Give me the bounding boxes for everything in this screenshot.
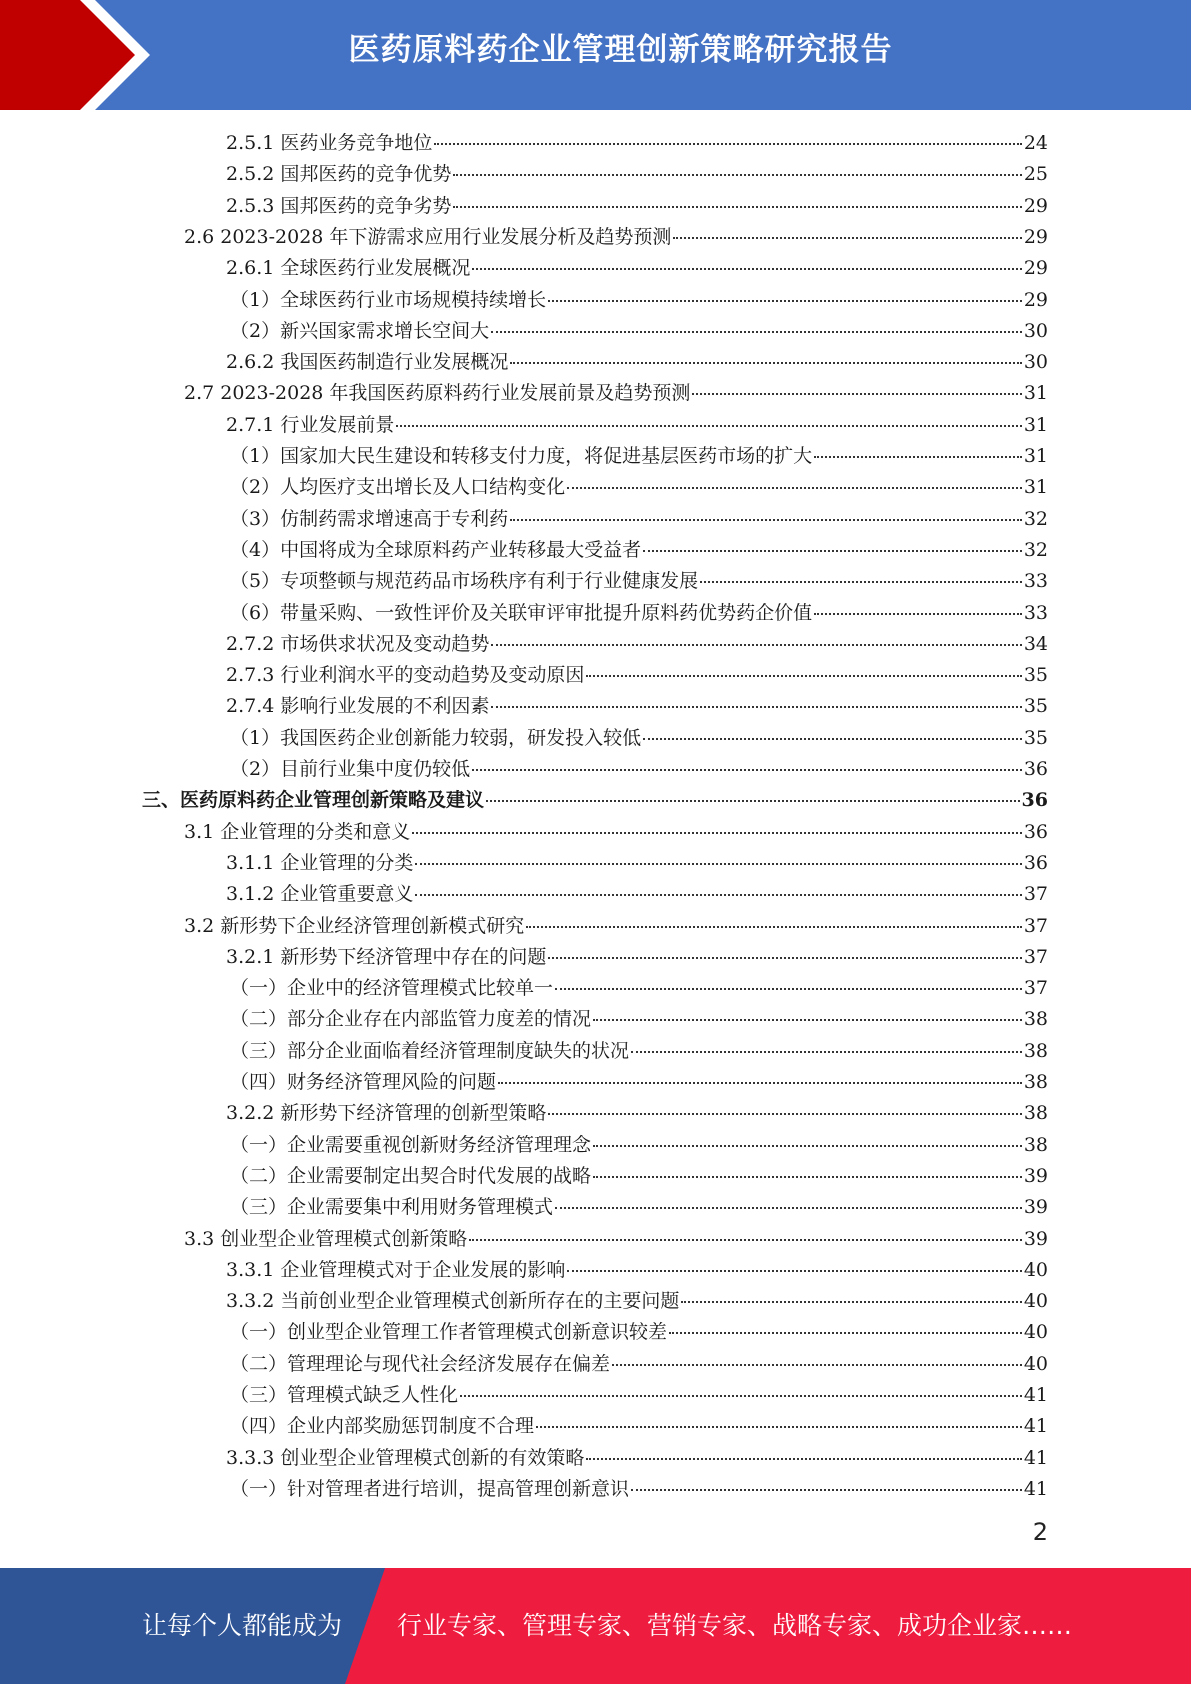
toc-entry[interactable] — [226, 128, 1048, 159]
toc-entry[interactable] — [230, 754, 1048, 785]
toc-entry[interactable] — [184, 222, 1048, 253]
toc-entry[interactable] — [230, 1161, 1048, 1192]
toc-dot-leader — [498, 1082, 1022, 1084]
toc-entry[interactable] — [230, 1380, 1048, 1411]
toc-entry[interactable] — [226, 629, 1048, 660]
toc-entry-page: 36 — [1023, 820, 1048, 843]
footer-slogan-right: 行业专家、管理专家、营销专家、战略专家、成功企业家…… — [397, 1611, 1073, 1640]
toc-dot-leader — [453, 206, 1021, 208]
toc-entry-page: 25 — [1023, 163, 1048, 186]
toc-entry-title: （四）企业内部奖励惩罚制度不合理 — [230, 1415, 535, 1438]
toc-entry-page: 40 — [1023, 1321, 1048, 1344]
toc-entry[interactable] — [142, 785, 1048, 816]
toc-entry[interactable] — [230, 504, 1048, 535]
toc-entry-title: 3.3 创业型企业管理模式创新策略 — [184, 1227, 468, 1250]
toc-entry-page: 24 — [1023, 132, 1048, 154]
toc-entry-page: 33 — [1023, 570, 1048, 593]
toc-dot-leader — [814, 456, 1022, 458]
toc-entry-title: 2.7.1 行业发展前景 — [226, 413, 395, 436]
toc-dot-leader — [491, 331, 1022, 333]
toc-dot-leader — [814, 613, 1022, 615]
toc-entry-title: （3）仿制药需求增速高于专利药 — [230, 507, 509, 530]
toc-entry-title: 2.5.2 国邦医药的竞争优势 — [226, 163, 452, 186]
toc-entry-page: 36 — [1023, 758, 1048, 780]
toc-entry-title: （一）企业中的经济管理模式比较单一 — [230, 977, 554, 1000]
toc-entry[interactable] — [230, 316, 1048, 347]
toc-entry-page: 29 — [1023, 288, 1048, 311]
toc-dot-leader — [631, 1489, 1022, 1491]
toc-entry-page: 30 — [1023, 319, 1048, 342]
toc-dot-leader — [412, 832, 1022, 834]
toc-entry-page: 40 — [1023, 1258, 1048, 1281]
toc-entry-title: （2）新兴国家需求增长空间大 — [230, 319, 490, 342]
toc-entry-title: 三、医药原料药企业管理创新策略及建议 — [142, 789, 485, 812]
toc-entry-page: 36 — [1021, 789, 1048, 812]
toc-entry-title: 3.3.2 当前创业型企业管理模式创新所存在的主要问题 — [226, 1290, 680, 1313]
toc-entry-title: （三）管理模式缺乏人性化 — [230, 1384, 459, 1406]
toc-dot-leader — [472, 769, 1022, 771]
toc-entry-page: 29 — [1023, 225, 1048, 248]
toc-dot-leader — [593, 1145, 1022, 1147]
toc-entry-page: 41 — [1023, 1384, 1048, 1406]
toc-entry-title: 3.2 新形势下企业经济管理创新模式研究 — [184, 914, 525, 937]
toc-dot-leader — [669, 1332, 1022, 1334]
toc-entry[interactable] — [226, 1443, 1048, 1474]
toc-dot-leader — [700, 581, 1022, 583]
toc-entry[interactable] — [226, 879, 1048, 910]
toc-entry-title: （2）人均医疗支出增长及人口结构变化 — [230, 476, 566, 499]
toc-entry-page: 29 — [1023, 257, 1048, 280]
toc-dot-leader — [486, 800, 1020, 802]
toc-dot-leader — [567, 1270, 1021, 1272]
toc-entry[interactable] — [226, 347, 1048, 378]
toc-entry-title: （一）企业需要重视创新财务经济管理理念 — [230, 1133, 592, 1156]
toc-dot-leader — [548, 957, 1021, 959]
toc-dot-leader — [396, 425, 1021, 427]
toc-entry[interactable] — [226, 1255, 1048, 1286]
toc-dot-leader — [681, 1301, 1021, 1303]
toc-entry-page: 31 — [1023, 413, 1048, 436]
toc-entry-page: 33 — [1023, 601, 1048, 624]
toc-entry[interactable] — [226, 942, 1048, 973]
toc-dot-leader — [472, 268, 1021, 270]
toc-entry-title: 3.2.1 新形势下经济管理中存在的问题 — [226, 945, 547, 968]
toc-entry-title: （1）我国医药企业创新能力较弱，研发投入较低 — [230, 726, 642, 749]
toc-entry[interactable] — [230, 1192, 1048, 1223]
toc-entry-page: 39 — [1023, 1164, 1048, 1187]
toc-entry-title: 3.2.2 新形势下经济管理的创新型策略 — [226, 1102, 547, 1125]
toc-dot-leader — [548, 1113, 1021, 1115]
toc-dot-leader — [510, 519, 1022, 521]
toc-entry-page: 30 — [1023, 351, 1048, 374]
toc-entry-page: 37 — [1023, 945, 1048, 968]
toc-dot-leader — [567, 487, 1022, 489]
toc-dot-leader — [526, 926, 1022, 928]
toc-entry[interactable] — [226, 191, 1048, 222]
toc-entry[interactable] — [226, 691, 1048, 722]
toc-dot-leader — [510, 362, 1021, 364]
toc-dot-leader — [434, 143, 1021, 145]
toc-entry-title: （四）财务经济管理风险的问题 — [230, 1071, 497, 1093]
toc-entry-page: 41 — [1023, 1446, 1048, 1469]
toc-entry[interactable] — [226, 253, 1048, 284]
toc-dot-leader — [586, 1458, 1021, 1460]
toc-entry[interactable] — [184, 911, 1048, 942]
toc-dot-leader — [631, 1051, 1022, 1053]
toc-dot-leader — [415, 863, 1021, 865]
toc-entry-page: 41 — [1023, 1477, 1048, 1500]
toc-entry-title: 2.7.3 行业利润水平的变动趋势及变动原因 — [226, 664, 585, 687]
toc-entry[interactable] — [226, 1098, 1048, 1129]
toc-entry-page: 32 — [1023, 507, 1048, 530]
toc-dot-leader — [453, 174, 1021, 176]
toc-entry-title: （二）企业需要制定出契合时代发展的战略 — [230, 1164, 592, 1187]
toc-dot-leader — [593, 1176, 1022, 1178]
toc-entry-page: 35 — [1023, 695, 1048, 718]
toc-dot-leader — [460, 1395, 1022, 1397]
toc-entry-page: 37 — [1023, 883, 1048, 906]
toc-entry[interactable] — [184, 378, 1048, 409]
toc-entry[interactable] — [230, 472, 1048, 503]
toc-entry-page: 38 — [1023, 1133, 1048, 1156]
toc-entry-title: （二）管理理论与现代社会经济发展存在偏差 — [230, 1352, 611, 1375]
toc-entry[interactable] — [230, 1004, 1048, 1035]
toc-entry-page: 31 — [1023, 445, 1048, 467]
toc-entry-page: 39 — [1023, 1196, 1048, 1219]
toc-dot-leader — [593, 1019, 1022, 1021]
toc-entry-title: 3.1 企业管理的分类和意义 — [184, 820, 411, 843]
toc-entry-page: 31 — [1023, 382, 1048, 405]
toc-entry[interactable] — [230, 1411, 1048, 1442]
toc-entry[interactable] — [230, 1349, 1048, 1380]
toc-entry[interactable] — [230, 566, 1048, 597]
toc-entry[interactable] — [230, 723, 1048, 754]
toc-entry-page: 32 — [1023, 538, 1048, 561]
toc-entry-title: 2.7 2023-2028 年我国医药原料药行业发展前景及趋势预测 — [184, 382, 691, 405]
toc-entry-title: 3.1.2 企业管重要意义 — [226, 883, 414, 906]
toc-entry-title: （1）国家加大民生建设和转移支付力度，将促进基层医药市场的扩大 — [230, 445, 813, 467]
toc-entry-title: （三）企业需要集中利用财务管理模式 — [230, 1196, 554, 1219]
toc-dot-leader — [673, 237, 1021, 239]
toc-entry-page: 39 — [1023, 1227, 1048, 1250]
toc-entry-title: 2.7.4 影响行业发展的不利因素 — [226, 695, 490, 718]
toc-entry-page: 41 — [1023, 1415, 1048, 1438]
toc-entry-title: 2.6.2 我国医药制造行业发展概况 — [226, 351, 509, 374]
toc-entry-title: 3.3.1 企业管理模式对于企业发展的影响 — [226, 1258, 566, 1281]
toc-entry[interactable] — [226, 159, 1048, 190]
toc-entry-title: （三）部分企业面临着经济管理制度缺失的状况 — [230, 1039, 630, 1062]
page-number: 2 — [1032, 1518, 1048, 1546]
toc-entry[interactable] — [226, 410, 1048, 441]
toc-dot-leader — [586, 675, 1021, 677]
toc-dot-leader — [491, 644, 1021, 646]
toc-entry[interactable] — [230, 1130, 1048, 1161]
toc-entry-title: 2.6.1 全球医药行业发展概况 — [226, 257, 471, 280]
toc-entry-page: 36 — [1023, 851, 1048, 874]
toc-entry-title: （5）专项整顿与规范药品市场秩序有利于行业健康发展 — [230, 570, 699, 593]
toc-entry-page: 40 — [1023, 1290, 1048, 1313]
toc-entry-title: （1）全球医药行业市场规模持续增长 — [230, 288, 547, 311]
toc-entry-title: （一）创业型企业管理工作者管理模式创新意识较差 — [230, 1321, 668, 1344]
toc-entry-title: 2.7.2 市场供求状况及变动趋势 — [226, 632, 490, 655]
toc-entry-page: 31 — [1023, 476, 1048, 499]
toc-entry-title: 3.1.1 企业管理的分类 — [226, 851, 414, 874]
toc-dot-leader — [643, 738, 1022, 740]
toc-entry-page: 35 — [1023, 726, 1048, 749]
report-title: 医药原料药企业管理创新策略研究报告 — [348, 32, 893, 68]
toc-entry[interactable] — [230, 973, 1048, 1004]
toc-entry-title: （4）中国将成为全球原料药产业转移最大受益者 — [230, 538, 642, 561]
toc-dot-leader — [536, 1426, 1022, 1428]
toc-dot-leader — [491, 706, 1021, 708]
toc-entry[interactable] — [184, 1224, 1048, 1255]
toc-entry[interactable] — [230, 1067, 1048, 1098]
toc-entry[interactable] — [230, 441, 1048, 472]
toc-entry-title: 2.5.3 国邦医药的竞争劣势 — [226, 194, 452, 217]
toc-dot-leader — [555, 988, 1022, 990]
page-footer — [0, 1568, 1191, 1684]
toc-dot-leader — [548, 300, 1022, 302]
toc-entry[interactable] — [230, 1474, 1048, 1505]
toc-entry-page: 37 — [1023, 914, 1048, 937]
toc-entry[interactable] — [230, 1036, 1048, 1067]
footer-slogan-left: 让每个人都能成为 — [142, 1611, 343, 1640]
toc-entry-page: 34 — [1023, 632, 1048, 655]
toc-entry-page: 38 — [1023, 1102, 1048, 1125]
toc-dot-leader — [643, 550, 1022, 552]
toc-entry[interactable] — [226, 848, 1048, 879]
toc-entry-page: 37 — [1023, 977, 1048, 1000]
toc-dot-leader — [415, 894, 1021, 896]
toc-entry[interactable] — [230, 535, 1048, 566]
toc-dot-leader — [469, 1239, 1022, 1241]
toc-entry-page: 38 — [1023, 1039, 1048, 1062]
page-header — [0, 0, 1191, 110]
toc-entry[interactable] — [230, 598, 1048, 629]
toc-entry-title: 3.3.3 创业型企业管理模式创新的有效策略 — [226, 1446, 585, 1469]
toc-entry-page: 29 — [1023, 194, 1048, 217]
toc-entry-page: 38 — [1023, 1071, 1048, 1093]
toc-entry-title: 2.6 2023-2028 年下游需求应用行业发展分析及趋势预测 — [184, 225, 672, 248]
toc-dot-leader — [555, 1207, 1022, 1209]
toc-dot-leader — [612, 1364, 1022, 1366]
toc-entry-title: （6）带量采购、一致性评价及关联审评审批提升原料药优势药企价值 — [230, 601, 813, 624]
toc-entry[interactable] — [230, 1317, 1048, 1348]
toc-entry-title: （一）针对管理者进行培训，提高管理创新意识 — [230, 1477, 630, 1500]
toc-entry[interactable] — [184, 817, 1048, 848]
toc-dot-leader — [692, 393, 1021, 395]
toc-entry[interactable] — [226, 1286, 1048, 1317]
toc-entry-title: （二）部分企业存在内部监管力度差的情况 — [230, 1008, 592, 1031]
toc-entry[interactable] — [230, 285, 1048, 316]
toc-entry-page: 35 — [1023, 664, 1048, 687]
toc-entry-page: 38 — [1023, 1008, 1048, 1031]
toc-entry-title: 2.5.1 医药业务竞争地位 — [226, 132, 433, 154]
toc-entry-title: （2）目前行业集中度仍较低 — [230, 758, 471, 780]
toc-entry[interactable] — [226, 660, 1048, 691]
toc-entry-page: 40 — [1023, 1352, 1048, 1375]
